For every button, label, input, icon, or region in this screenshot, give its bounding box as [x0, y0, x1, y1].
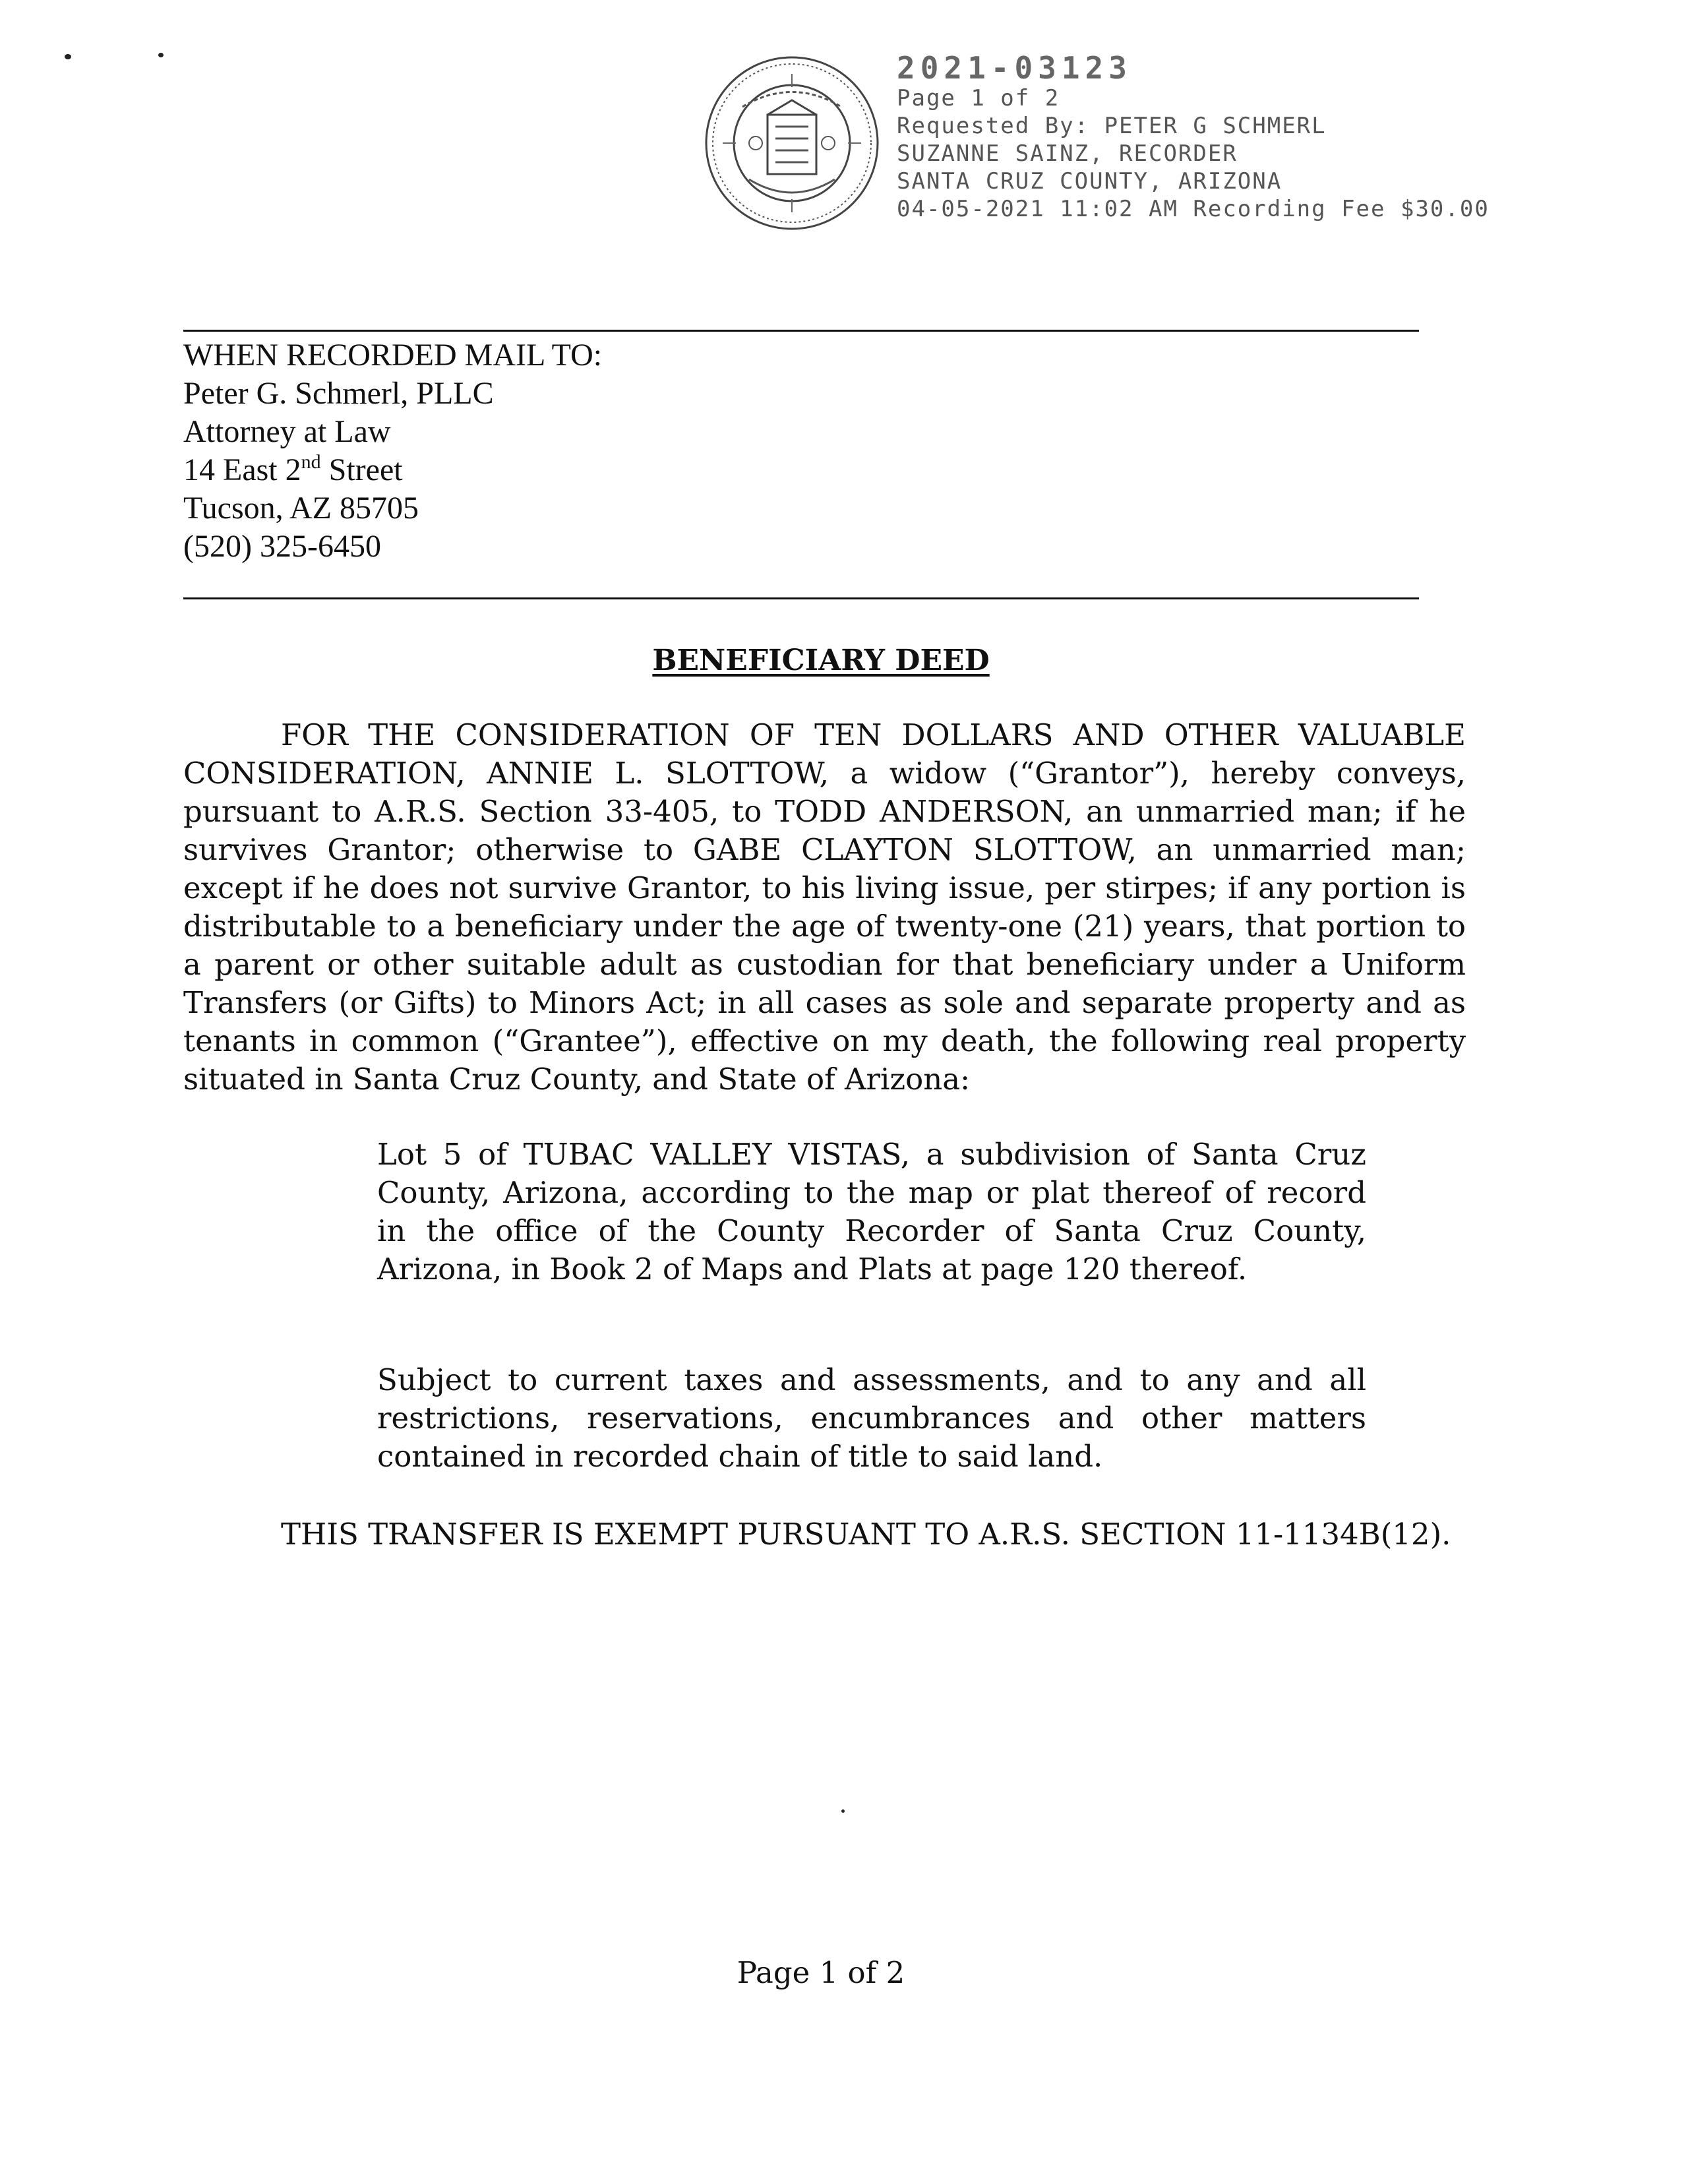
- recording-page: Page 1 of 2: [897, 85, 1060, 111]
- street-number: 14 East 2: [183, 452, 301, 487]
- mail-to-phone: (520) 325-6450: [183, 529, 381, 564]
- mail-to-city: Tucson, AZ 85705: [183, 491, 419, 526]
- page-footer: Page 1 of 2: [737, 1955, 905, 1990]
- street-name: Street: [320, 452, 403, 487]
- street-suffix: nd: [301, 451, 321, 473]
- mail-to-heading: WHEN RECORDED MAIL TO:: [183, 338, 603, 373]
- legal-description: Lot 5 of TUBAC VALLEY VISTAS, a subdivision of Santa Cruz County, Arizona, according to the map or plat thereof of record in the office of the County Recorder of Santa Cruz County, Arizona, in Book 2 of Maps and Plats at page 120 thereof.: [377, 1137, 1366, 1287]
- mail-to-block: [183, 336, 602, 566]
- subject-to-clause: Subject to current taxes and assessments, and to any and all restrictions, reservations, encumbrances and other matters contained in recorded chain of title to said land.: [377, 1362, 1366, 1474]
- mail-to-title: Attorney at Law: [183, 414, 391, 449]
- bottom-divider: [183, 597, 1419, 599]
- scan-speck: [65, 54, 71, 59]
- scan-speck: [158, 53, 164, 57]
- county-seal-icon: [703, 54, 881, 232]
- conveyance-paragraph: FOR THE CONSIDERATION OF TEN DOLLARS AND OTHER VALUABLE CONSIDERATION, ANNIE L. SLOTTOW, a widow (“Grantor”), hereby conveys, pursuant to A.R.S. Section 33-405, to TODD ANDERSON, an unmarried man; if he survives Grantor; otherwise to GABE CLAYTON SLOTTOW, an unmarried man; except if he does not survive Grantor, to his living issue, per stirpes; if any portion is distributable to a beneficiary under the age of twenty-one (21) years, that portion to a parent or other suitable adult as custodian for that beneficiary under a Uniform Transfers (or Gifts) to Minors Act; in all cases as sole and separate property and as tenants in common (“Grantee”), effective on my death, the following real property situated in Santa Cruz County, and State of Arizona:: [183, 717, 1466, 1097]
- mail-to-name: Peter G. Schmerl, PLLC: [183, 376, 494, 411]
- recording-county: SANTA CRUZ COUNTY, ARIZONA: [897, 168, 1282, 195]
- recording-requested-by: Requested By: PETER G SCHMERL: [897, 113, 1327, 139]
- mail-to-street: [183, 451, 602, 489]
- top-divider: [183, 330, 1419, 332]
- scan-speck: [841, 1809, 845, 1813]
- document-title: BENEFICIARY DEED: [652, 644, 990, 677]
- recording-date-fee: 04-05-2021 11:02 AM Recording Fee $30.00: [897, 196, 1490, 222]
- exemption-statement: THIS TRANSFER IS EXEMPT PURSUANT TO A.R.S. SECTION 11-1134B(12).: [281, 1517, 1451, 1552]
- recording-document-number: 2021-03123: [897, 50, 1132, 86]
- recording-stamp: [897, 51, 1490, 223]
- recording-recorder: SUZANNE SAINZ, RECORDER: [897, 140, 1238, 167]
